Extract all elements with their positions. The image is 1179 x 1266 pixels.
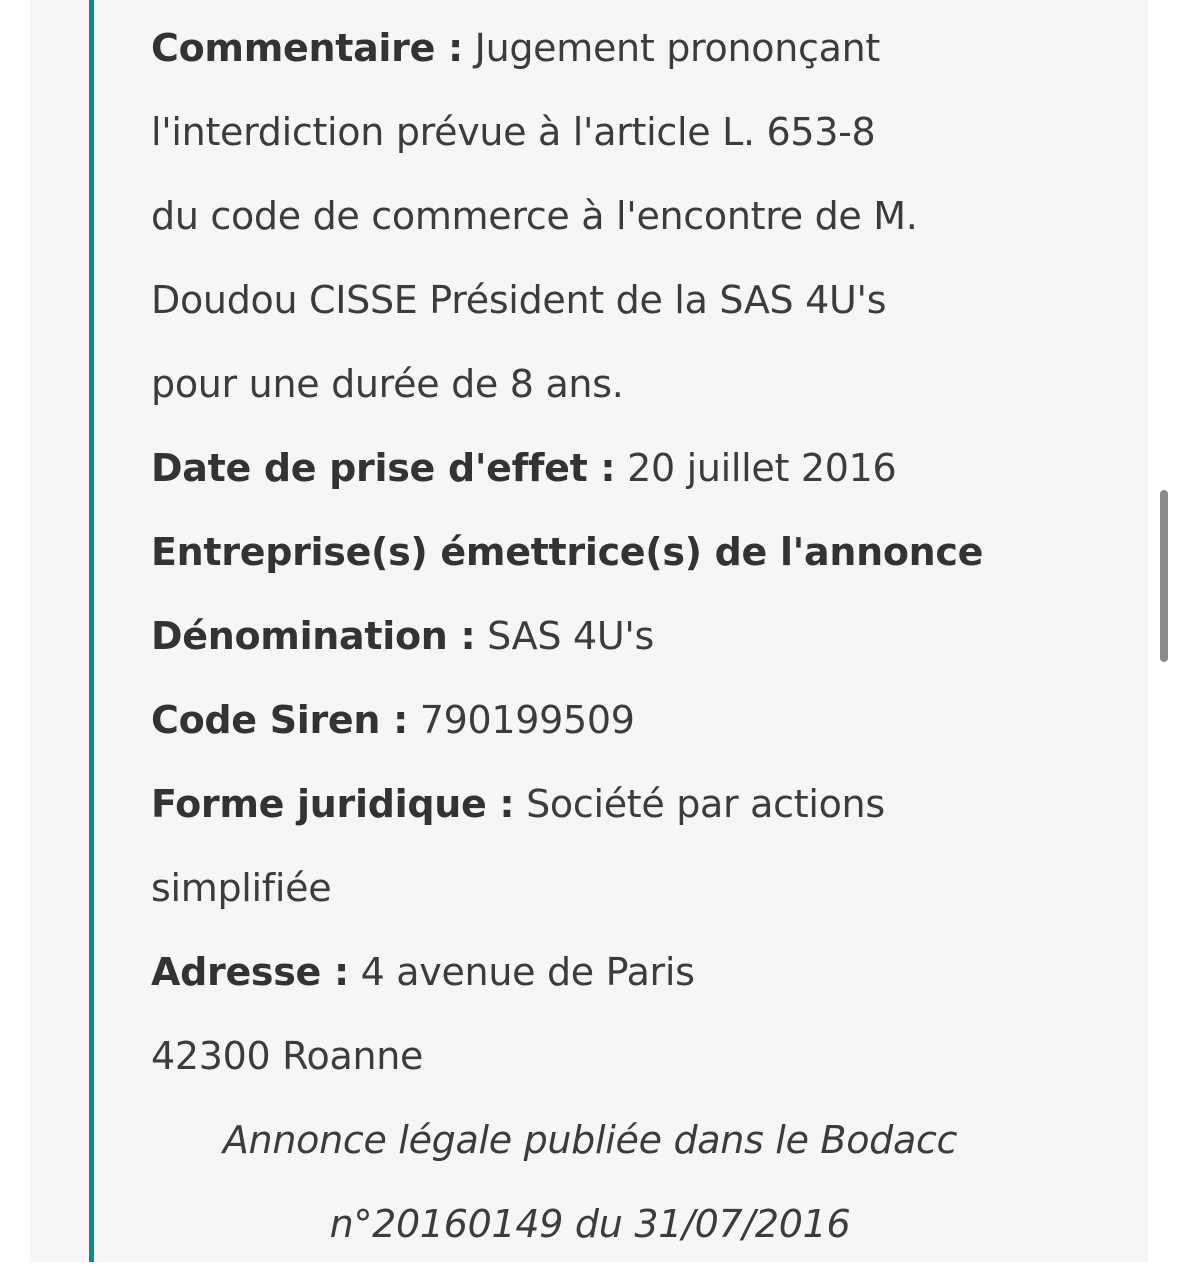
publication-footer-line-2: n°20160149 du 31/07/2016	[329, 1202, 851, 1246]
adresse-value-line-2: 42300 Roanne	[151, 1034, 424, 1078]
vertical-scrollbar[interactable]	[1160, 490, 1168, 662]
denomination-row	[151, 594, 1031, 678]
forme-juridique-row	[151, 762, 1031, 846]
announcement-content	[151, 6, 1031, 1098]
code-siren-label: Code Siren :	[151, 698, 408, 742]
commentaire-label: Commentaire :	[151, 26, 463, 70]
date-effet-label: Date de prise d'effet :	[151, 446, 616, 490]
denomination-value: SAS 4U's	[487, 614, 655, 658]
code-siren-row	[151, 678, 1031, 762]
code-siren-value: 790199509	[419, 698, 635, 742]
commentaire-value-line-2: l'interdiction prévue à l'article L. 653-8	[151, 110, 876, 154]
commentaire-value-line-3: du code de commerce à l'encontre de M.	[151, 194, 918, 238]
commentaire-value-line-1: Jugement prononçant	[474, 26, 880, 70]
denomination-label: Dénomination :	[151, 614, 476, 658]
commentaire-row	[151, 6, 1031, 90]
adresse-value-line-1: 4 avenue de Paris	[360, 950, 695, 994]
date-effet-row	[151, 426, 1031, 510]
date-effet-value: 20 juillet 2016	[627, 446, 897, 490]
forme-juridique-value-line-2: simplifiée	[151, 866, 332, 910]
accent-bar	[89, 0, 94, 1262]
publication-footer-line-1: Annonce légale publiée dans le Bodacc	[222, 1118, 958, 1162]
commentaire-value-line-4: Doudou CISSE Président de la SAS 4U's	[151, 278, 887, 322]
forme-juridique-label: Forme juridique :	[151, 782, 515, 826]
adresse-label: Adresse :	[151, 950, 349, 994]
publication-footer	[120, 1098, 1060, 1266]
commentaire-value-line-5: pour une durée de 8 ans.	[151, 362, 624, 406]
adresse-row	[151, 930, 1031, 1014]
forme-juridique-value-line-1: Société par actions	[526, 782, 885, 826]
section-heading: Entreprise(s) émettrice(s) de l'annonce	[151, 530, 984, 574]
